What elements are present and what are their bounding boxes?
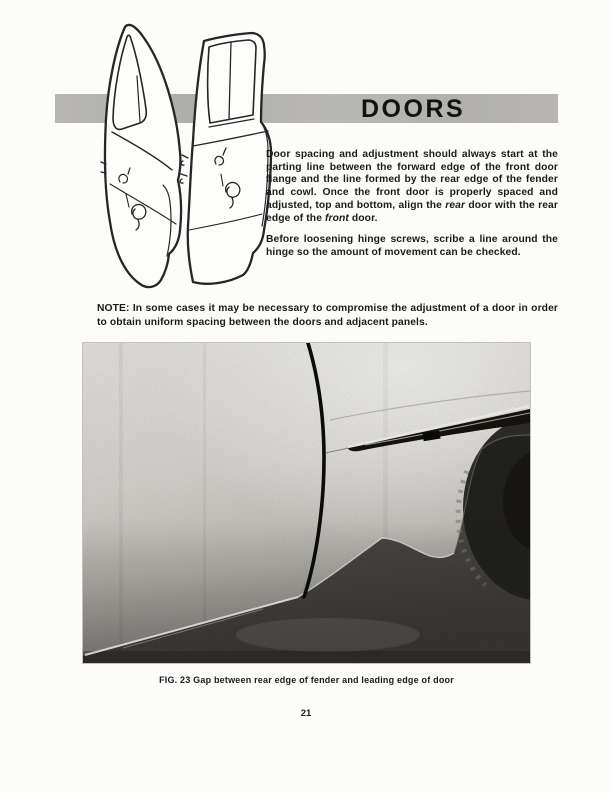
door-drawings-illustration (80, 14, 280, 306)
rear-door-drawing (101, 25, 181, 287)
figure-caption: FIG. 23 Gap between rear edge of fender and leading edge of door (159, 675, 454, 685)
front-door-drawing (180, 33, 271, 284)
page-number: 21 (300, 708, 312, 719)
body-text (266, 149, 558, 269)
note-text: NOTE: In some cases it may be necessary to compromise the adjustment of a door in order to obtain uniform spacing between the doors and adjacent panels. (97, 303, 558, 328)
photo-grain (83, 343, 530, 663)
door-gap-photo (83, 343, 530, 663)
paragraph: Door spacing and adjustment should always start at the parting line between the forward edge of the front door flange and the line formed by the rear edge of the fender and cowl. Once the front door is properly spaced and adjusted, top and bottom, align the rear door with the rear edge of the front door. (266, 149, 558, 224)
paragraph: Before loosening hinge screws, scribe a line around the hinge so the amount of movement can be checked. (266, 234, 558, 258)
page-title: DOORS (361, 95, 466, 123)
